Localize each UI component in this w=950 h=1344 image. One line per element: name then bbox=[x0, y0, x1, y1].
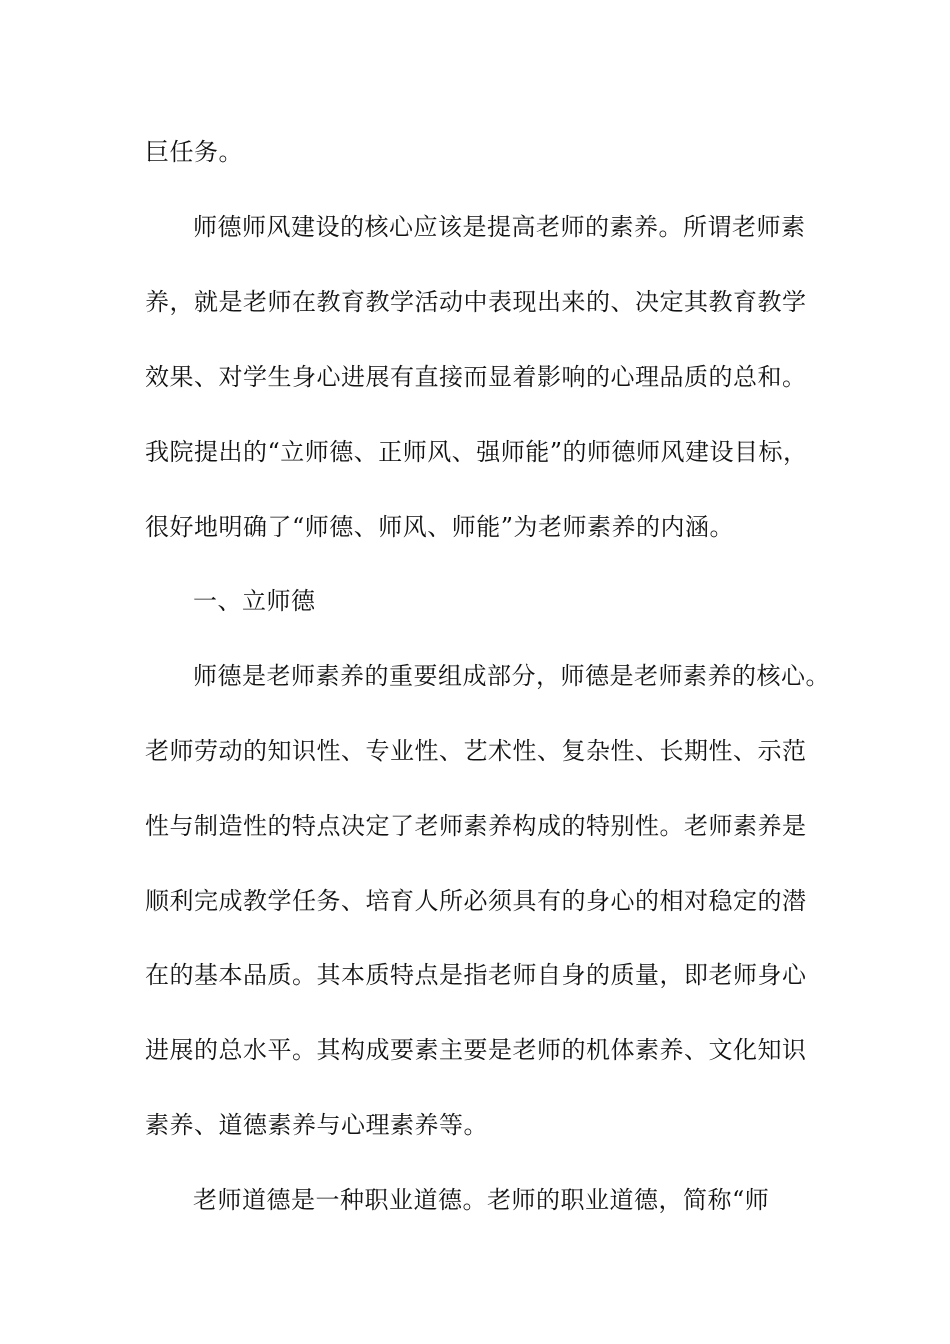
paragraph-line: 性与制造性的特点决定了老师素养构成的特别性。老师素养是 bbox=[145, 812, 807, 840]
paragraph-line: 养，就是老师在教育教学活动中表现出来的、决定其教育教学 bbox=[145, 288, 807, 316]
paragraph-line: 效果、对学生身心进展有直接而显着影响的心理品质的总和。 bbox=[145, 363, 807, 391]
paragraph-line: 素养、道德素养与心理素养等。 bbox=[145, 1111, 488, 1139]
paragraph-line: 师德是老师素养的重要组成部分，师德是老师素养的核心。 bbox=[193, 662, 830, 690]
paragraph-line: 我院提出的“立师德、正师风、强师能”的师德师风建设目标， bbox=[145, 438, 808, 466]
paragraph-line: 很好地明确了“师德、师风、师能”为老师素养的内涵。 bbox=[145, 513, 735, 541]
paragraph-line: 顺利完成教学任务、培育人所必须具有的身心的相对稳定的潜 bbox=[145, 887, 807, 915]
paragraph-line: 巨任务。 bbox=[145, 138, 243, 166]
paragraph-line: 师德师风建设的核心应该是提高老师的素养。所谓老师素 bbox=[193, 213, 806, 241]
paragraph-line: 在的基本品质。其本质特点是指老师自身的质量，即老师身心 bbox=[145, 961, 807, 989]
paragraph-line: 老师道德是一种职业道德。老师的职业道德，简称“师 bbox=[193, 1186, 770, 1214]
paragraph-line: 老师劳动的知识性、专业性、艺术性、复杂性、长期性、示范 bbox=[145, 737, 807, 765]
paragraph-line: 进展的总水平。其构成要素主要是老师的机体素养、文化知识 bbox=[145, 1036, 807, 1064]
section-heading: 一、立师德 bbox=[193, 587, 316, 615]
